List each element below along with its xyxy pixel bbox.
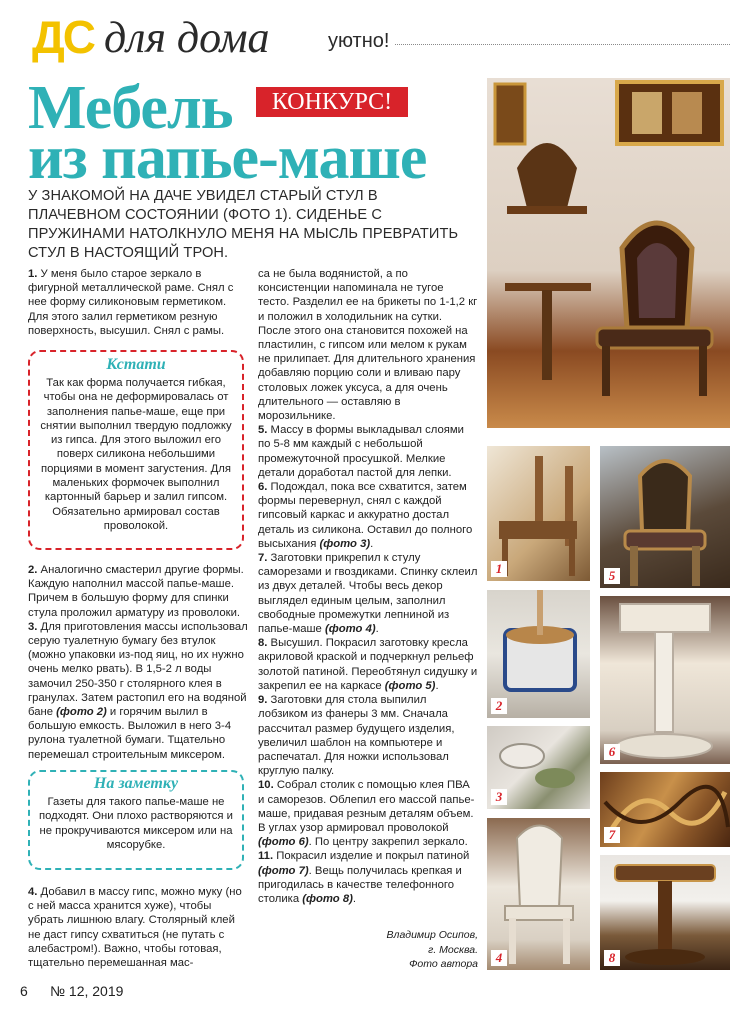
step-text: . Вещь получилась крепкая и пригодилась в качестве телефонного столика — [258, 864, 462, 905]
step-number: 4. — [28, 886, 38, 898]
step-9 — [258, 693, 478, 778]
zametka-callout — [28, 770, 244, 870]
photo-credit: Фото автора — [409, 958, 478, 970]
author-city: г. Москва. — [428, 943, 478, 956]
punct: . — [352, 892, 357, 905]
step-number: 5. — [258, 424, 268, 437]
step-text: Для приготовления массы использовал серую туалетную бумагу без втулок (можно упаковки из-под яиц, но их нужно очень мелко рвать). В 1,5-2 л воды замочил 250-350 г столярного клея в гранулах. Затем растопил его на водяной бане — [28, 620, 248, 719]
throne-illustration — [487, 78, 730, 428]
photo-1-old-chair — [487, 446, 590, 581]
page-number: 6 — [20, 983, 28, 999]
magazine-logo: ДС — [32, 11, 94, 63]
step-text: . По центру закрепил зеркало. — [308, 836, 468, 849]
column-1-middle — [28, 563, 248, 762]
photo-6-table-frame — [600, 596, 730, 764]
step-text: Заготовки для стола выпилил лобзиком из фанеры 3 мм. Сначала рассчитал размер будущего изделия, увеличил шаблон на компьютере и распечатал. Для ножки использовал круглую палку. — [258, 694, 455, 778]
step-1 — [28, 267, 248, 338]
step-text: Покрасил изделие и покрыл патиной — [273, 850, 470, 863]
author-name: Владимир Осипов, — [386, 929, 478, 941]
step-3 — [28, 620, 248, 762]
step-10 — [258, 778, 478, 849]
step-2 — [28, 563, 248, 620]
step-text: Аналогично смастерил другие формы. Каждую наполнил массой папье-маше. Причем в большую форму для спинки стула проложил арматуру из проволоки. — [28, 564, 244, 619]
step-number: 7. — [258, 552, 268, 565]
step-text: Добавил в массу гипс, можно муку (но с ней масса хранится хуже), чтобы убрать лишнюю влагу. Столярный клей не даст гипсу схватиться (не путать с алебастром!). Важно, чтобы готовая, тщательно перемешанная мас- — [28, 886, 242, 970]
zametka-title: На заметку — [93, 775, 179, 792]
section-title: для дома — [104, 13, 270, 62]
punct: . — [375, 623, 379, 636]
photo-number: 1 — [491, 561, 507, 577]
article-title-line-1: Мебель — [28, 74, 233, 142]
photo-ref: (фото 2) — [56, 706, 107, 719]
chair-decor-illustration — [487, 818, 590, 970]
kstati-text: Так как форма получается гибкая, чтобы она не деформировалась от заполнения папье-маше, еще при снятии выполнил твердую подложку из гипса. Для этого выложил его поверх силикона небольшими порциями в момент загустения. Для маленьких формочек выполнил картонный барьер и залил гипсом. Обязательно армировал состав проволокой. — [40, 377, 232, 532]
step-7 — [258, 551, 478, 636]
photo-ref: (фото 4) — [324, 623, 376, 636]
table-frame-illustration — [600, 596, 730, 764]
punct: . — [370, 537, 374, 550]
step-number: 3. — [28, 620, 38, 633]
photo-3-cast-parts — [487, 726, 590, 809]
column-1-bottom — [28, 885, 248, 970]
photo-ref: (фото 7) — [258, 864, 309, 877]
step-4-continued: са не была водянистой, а по консистенции напоминала не тугое тесто. Разделил ее на брикеты по 1-1,2 кг и положил в холодильник на сутки. После этого она становится похожей на пластилин, с гипсом или мелом к рукам не прилипает. Для длительного хранения добавляю порцию соли и вливаю пару столовых ложек уксуса, а для очень длительного — оставляю в морозильнике. — [258, 268, 478, 423]
photo-ref: (фото 5) — [384, 679, 436, 692]
step-number: 6. — [258, 481, 268, 494]
photo-number: 8 — [604, 950, 620, 966]
contest-badge: КОНКУРС! — [256, 87, 408, 117]
step-text: Заготовки прикрепил к стулу саморезами и гвоздиками. Спинку склеил из двух деталей. Чтобы весь декор выглядел единым целым, заполнил свободные промежутки лепниной из папье-маше — [258, 552, 478, 636]
step-5 — [258, 423, 478, 480]
kstati-callout — [28, 350, 244, 550]
photo-ref: (фото 3) — [319, 537, 371, 550]
step-number: 1. — [28, 268, 38, 280]
step-text: У меня было старое зеркало в фигурной металлической раме. Снял с нее форму силиконовым герметиком. Для этого залил герметиком резную поверхность, высушил. Снял с рамы. — [28, 268, 234, 337]
step-number: 2. — [28, 564, 38, 576]
step-text: Высушил. Покрасил заготовку кресла акриловой краской и подчеркнул рельеф золотой патиной. Переобтянул сидушку и закрепил ее на каркасе — [258, 637, 478, 692]
step-number: 10. — [258, 779, 274, 792]
author-signature — [258, 928, 478, 972]
section-tag: уютно! — [328, 30, 390, 52]
photo-ref: (фото 6) — [258, 836, 309, 849]
step-11 — [258, 849, 478, 906]
article-title-line-2: из папье-маше — [28, 124, 427, 192]
step-text: Подождал, пока все схватится, затем формы перевернул, снял с каждой гипсовый каркас и аккуратно достал деталь из силикона. Оставил до полного высыхания — [258, 481, 473, 550]
main-photo-throne-and-table — [487, 78, 730, 428]
photo-ref: (фото 8) — [302, 892, 353, 905]
step-4 — [28, 885, 248, 970]
photo-5-finished-chair — [600, 446, 730, 588]
column-2 — [258, 267, 478, 906]
kstati-title: Кстати — [106, 356, 166, 373]
photo-number: 2 — [491, 698, 507, 714]
photo-number: 3 — [491, 789, 507, 805]
step-text: и горячим вылил в большую емкость. Выложил в него 3-4 рулона туалетной бумаги. Тщательно перемешал строительным миксером. — [28, 706, 232, 761]
step-6 — [258, 480, 478, 551]
photo-7-patina-detail — [600, 772, 730, 847]
article-lead: У ЗНАКОМОЙ НА ДАЧЕ УВИДЕЛ СТАРЫЙ СТУЛ В ПЛАЧЕВНОМ СОСТОЯНИИ (ФОТО 1). СИДЕНЬЕ С ПРУЖИНАМИ НАТОЛКНУЛО МЕНЯ НА МЫСЛЬ ПРЕВРАТИТЬ СТУЛ В НАСТОЯЩИЙ ТРОН. — [28, 188, 459, 261]
header-divider — [395, 44, 730, 46]
photo-number: 4 — [491, 950, 507, 966]
step-text: Массу в формы выкладывал слоями по 5-8 мм каждый с небольшой промежуточной просушкой. Мелкие детали доработал пастой для лепки. — [258, 424, 464, 479]
zametka-text: Газеты для такого папье-маше не подходят. Они плохо растворяются и не прокручиваются миксером или на мясорубке. — [39, 796, 233, 851]
step-number: 11. — [258, 850, 274, 863]
finished-chair-illustration — [600, 446, 730, 588]
photo-number: 6 — [604, 744, 620, 760]
photo-2-glue-bath — [487, 590, 590, 718]
photo-number: 5 — [604, 568, 620, 584]
photo-4-chair-decor — [487, 818, 590, 970]
column-1-top — [28, 267, 248, 338]
punct: . — [435, 679, 439, 692]
step-text: Собрал столик с помощью клея ПВА и саморезов. Облепил его массой папье-маше, придавая резным деталям объем. В углах узор армировал проволокой — [258, 779, 475, 834]
step-number: 9. — [258, 694, 268, 707]
step-number: 8. — [258, 637, 268, 650]
photo-8-phone-table — [600, 855, 730, 970]
step-8 — [258, 636, 478, 693]
issue-info: № 12, 2019 — [50, 983, 124, 999]
photo-number: 7 — [604, 827, 620, 843]
